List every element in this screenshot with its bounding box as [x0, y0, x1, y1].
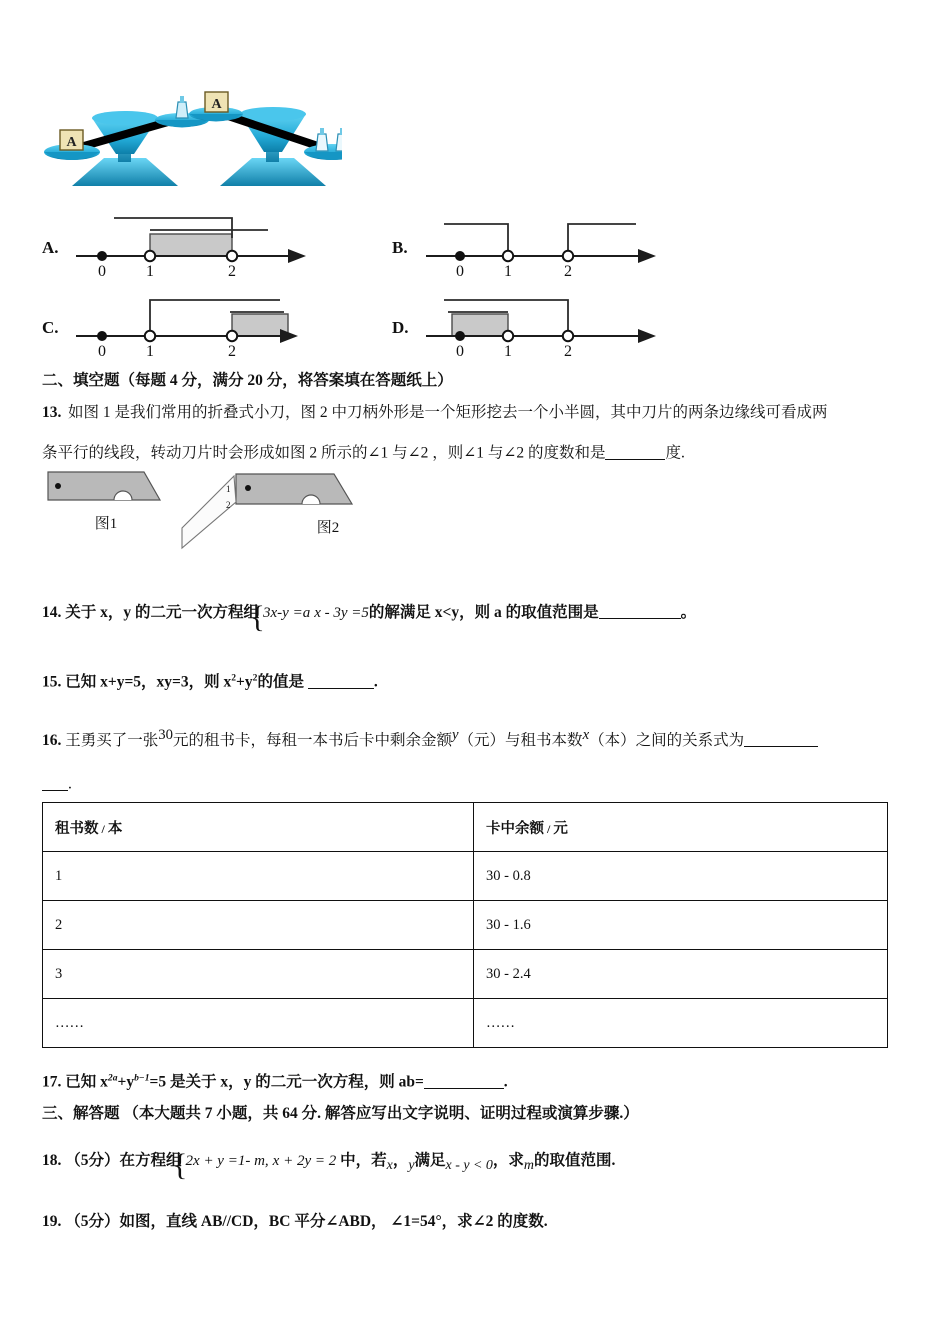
q14-text-a: 关于 x，y 的二元一次方程组 [65, 604, 260, 621]
table-header-balance-slash: / [544, 821, 554, 836]
q15-answer-blank[interactable] [308, 672, 374, 689]
table-header-books-main: 租书数 [55, 820, 99, 837]
table-row [43, 950, 888, 999]
fig1-caption: 图1 [94, 516, 118, 532]
q18-var-1: x [386, 1158, 393, 1174]
choice-a[interactable] [42, 208, 322, 278]
q14 [42, 599, 922, 635]
svg-text:A: A [66, 135, 77, 150]
svg-text:2: 2 [228, 343, 236, 360]
q14-answer-blank[interactable] [599, 603, 681, 620]
q18-equation-system: { 2x + y =1- m, x + 2y = 2 [172, 1147, 337, 1183]
section-three-heading: 三、解答题 （本大题共 7 小题，共 64 分. 解答应写出文字说明、证明过程或演算步骤.） [42, 1105, 639, 1122]
q16-number: 16. [42, 732, 62, 750]
svg-text:2: 2 [564, 343, 572, 360]
q17-text-b: +y [117, 1073, 135, 1091]
q16-continuation [42, 774, 72, 794]
table-header-books [43, 803, 474, 852]
q17-sup-2: b−1 [134, 1072, 150, 1084]
table-row [43, 999, 888, 1048]
cell-balance: 30 - 0.8 [474, 852, 888, 901]
q17-answer-blank[interactable] [424, 1072, 504, 1089]
q17-text-c: =5 是关于 x，y 的二元一次方程，则 ab= [149, 1073, 424, 1091]
q19-score: （5分） [65, 1213, 120, 1230]
q18-text-b: 中，若 [340, 1152, 387, 1169]
rent-balance-table [42, 802, 888, 1048]
svg-text:A: A [211, 97, 222, 112]
q15-sup-1: 2 [231, 672, 237, 684]
fig2-caption: 图2 [316, 520, 340, 536]
q16 [42, 726, 818, 751]
q18-text-c: 满足 [414, 1152, 446, 1169]
cell-balance: 30 - 1.6 [474, 901, 888, 950]
q17 [42, 1072, 508, 1092]
q15 [42, 672, 378, 692]
angle-label-1: 1 [226, 484, 231, 494]
q14-eq2: x - 3y =5 [314, 605, 369, 622]
q15-text-d: . [373, 673, 378, 691]
q18-text-d: ，求 [492, 1152, 524, 1169]
cell-balance: 30 - 2.4 [474, 950, 888, 999]
q16-answer-blank-cont[interactable] [42, 774, 68, 791]
q16-tail: . [68, 775, 72, 793]
q18-text-e: 的取值范围. [533, 1152, 616, 1169]
choice-d-key: D. [392, 318, 409, 337]
section-two-heading: 二、填空题（每题 4 分，满分 20 分，将答案填在答题纸上） [42, 372, 453, 389]
svg-text:2: 2 [228, 263, 236, 280]
q16-answer-blank[interactable] [744, 731, 818, 748]
q19-text: 如图，直线 AB//CD，BC 平分∠ABD， ∠1=54°，求∠2 的度数. [119, 1213, 548, 1230]
table-header-balance [474, 803, 888, 852]
q13-line1: 如图 1 是我们常用的折叠式小刀，图 2 中刀柄外形是一个矩形挖去一个小半圆，其中刀片的两条边缘线可看成两 [68, 404, 828, 421]
table-header-balance-main: 卡中余额 [486, 820, 544, 837]
q14-equation-system: { 3x-y =a x - 3y =5 [250, 599, 369, 635]
q16-text-b: 元的租书卡，每租一本书后卡中剩余金额 [172, 732, 452, 750]
q18-var-2: y [408, 1158, 415, 1174]
q18-var-3: m [523, 1158, 534, 1174]
cell-books: 1 [43, 852, 474, 901]
choice-c-key: C. [42, 318, 59, 337]
q18-inequality: x - y < 0 [445, 1158, 493, 1174]
choice-b[interactable] [392, 208, 672, 278]
table-header-books-unit: 本 [107, 820, 123, 837]
table-row [43, 901, 888, 950]
cell-books: 3 [43, 950, 474, 999]
table-header-books-slash: / [98, 821, 108, 836]
q18 [42, 1147, 922, 1183]
q17-text-d: . [503, 1073, 508, 1091]
cell-books: …… [43, 999, 474, 1048]
q18-eq2: x + 2y = 2 [272, 1153, 337, 1170]
cell-books: 2 [43, 901, 474, 950]
knife-figure-1 [48, 472, 160, 532]
q18-eq1: 2x + y =1- m, [185, 1153, 269, 1170]
q13-line2-unit: 度. [665, 444, 685, 462]
q16-text-d: （本）之间的关系式为 [589, 732, 745, 750]
q19 [42, 1212, 548, 1231]
svg-text:0: 0 [98, 263, 106, 280]
q15-text-c: 的值是 [257, 673, 304, 691]
q17-sup-1: 2a [107, 1072, 118, 1084]
balance-scales-illustration [42, 62, 342, 190]
q13-number: 13. [42, 404, 62, 421]
folding-knife-figures [44, 466, 436, 574]
q18-text-a: 在方程组 [119, 1152, 182, 1169]
q18-number: 18. [42, 1152, 62, 1169]
q17-number: 17. [42, 1073, 62, 1091]
q15-text-b: +y [236, 673, 253, 691]
q19-number: 19. [42, 1213, 62, 1230]
svg-text:0: 0 [456, 263, 464, 280]
svg-text:1: 1 [146, 263, 154, 280]
table-row [43, 852, 888, 901]
q14-number: 14. [42, 604, 62, 621]
q13-line2-text: 条平行的线段，转动刀片时会形成如图 2 所示的∠1 与∠2 ，则∠1 与∠2 的度数和是 [42, 444, 606, 462]
svg-text:2: 2 [564, 263, 572, 280]
angle-label-2: 2 [226, 500, 231, 510]
scale-right [189, 92, 342, 186]
choice-b-key: B. [392, 238, 408, 257]
q15-text-a: 已知 x+y=5，xy=3，则 x [65, 673, 232, 691]
knife-figure-2 [182, 474, 352, 548]
q13-line2 [42, 443, 685, 463]
choice-d[interactable] [392, 288, 672, 358]
q18-score: （5分） [65, 1152, 120, 1169]
cell-balance: …… [474, 999, 888, 1048]
svg-text:1: 1 [504, 343, 512, 360]
scale-left [44, 96, 209, 186]
svg-text:0: 0 [98, 343, 106, 360]
choice-a-key: A. [42, 238, 59, 257]
q15-number: 15. [42, 673, 62, 691]
q14-eq1: 3x-y =a [263, 605, 311, 622]
q13-answer-blank[interactable] [605, 443, 665, 460]
q16-var-x: x [582, 727, 590, 743]
table-header-balance-unit: 元 [553, 820, 568, 837]
q14-text-c: 。 [680, 604, 697, 621]
table-header-row [43, 803, 888, 852]
q15-sup-2: 2 [252, 672, 258, 684]
q16-text-c: （元）与租书本数 [458, 732, 583, 750]
q18-comma: ， [392, 1152, 409, 1169]
q16-var-y: y [452, 727, 459, 743]
q14-text-b: 的解满足 x<y，则 a 的取值范围是 [368, 604, 599, 621]
choice-c[interactable] [42, 288, 322, 358]
svg-text:0: 0 [456, 343, 464, 360]
svg-text:1: 1 [146, 343, 154, 360]
svg-text:1: 1 [504, 263, 512, 280]
q16-amount: 30 [158, 727, 173, 743]
q16-text-a: 王勇买了一张 [65, 732, 159, 750]
q17-text-a: 已知 x [65, 1073, 108, 1091]
